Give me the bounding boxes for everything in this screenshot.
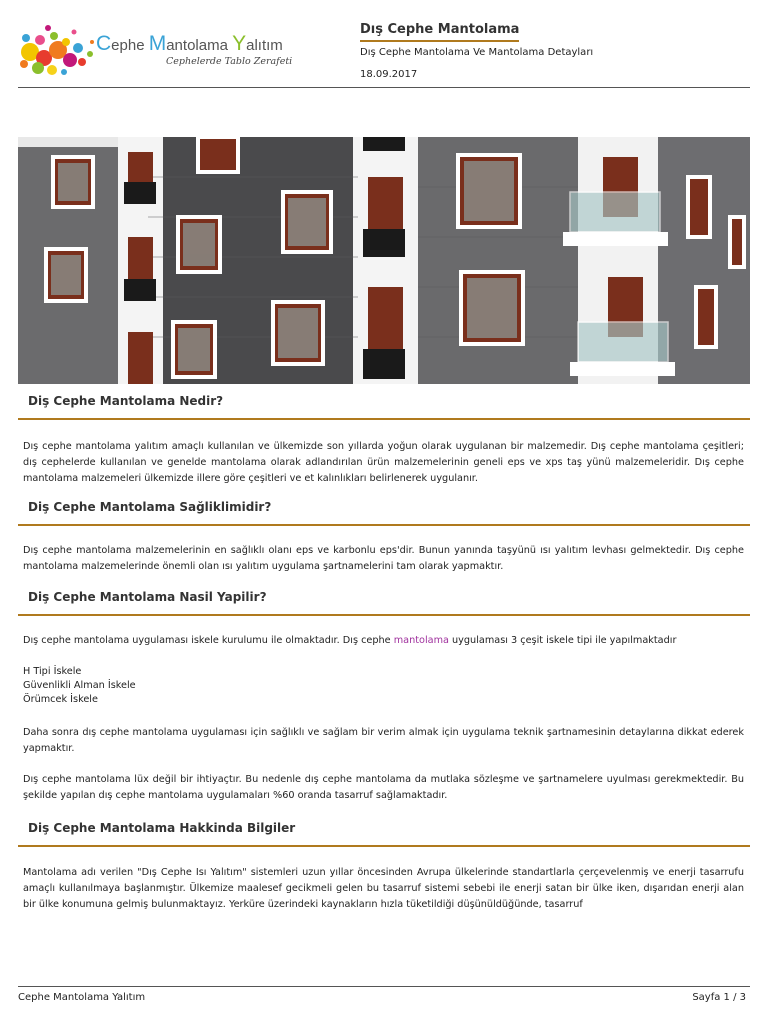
document-date: 18.09.2017 <box>360 69 418 80</box>
logo-tagline: Cephelerde Tablo Zerafeti <box>166 56 293 67</box>
scaffold-type-list <box>18 665 750 707</box>
section-paragraph <box>18 633 750 649</box>
footer-company-name: Cephe Mantolama Yalıtım <box>18 992 146 1003</box>
logo-letter-m: M <box>148 32 167 55</box>
section-paragraph: Dış cephe mantolama lüx değil bir ihtiyaçtır. Bu nedenle dış cephe mantolama da mutlaka sözleşme ve şartnamelere uyulması gerekmektedir. Bu şekilde yapılan dış cephe mantolama uygulamaları %60 oranda tasarruf sağlamaktadır. <box>23 774 744 801</box>
logo-letter-y: Y <box>232 32 247 55</box>
section-heading-sagliklimidir: Diş Cephe Mantolama Sağliklimidir? <box>18 500 750 526</box>
section-paragraph: Dış cephe mantolama malzemelerinin en sağlıklı olanı eps ve karbonlu eps'dir. Bunun yanında taşyünü ısı yalıtım levhası gelmektedir. Dış cephe mantolama malzemelerinde önemli olan ısı yalıtım uygulama şartnamelerini tam olarak yapmaktır. <box>23 545 744 572</box>
document-title: Dış Cephe Mantolama <box>360 22 519 42</box>
building-facade-image <box>18 137 750 384</box>
page-footer <box>18 986 750 1003</box>
logo-text-antolama: antolama <box>166 37 233 54</box>
colorful-dots-logo-icon <box>18 22 98 82</box>
section-paragraph: Dış cephe mantolama yalıtım amaçlı kullanılan ve ülkemizde son yıllarda yoğun olarak uygulanan bir malzemedir. Dış cephe mantolama çeşitleri; dış cephelerde kullanılan ve genelde mantolama olarak adlandırılan ürün malzemelerinin geneli eps ve xps taş yünü malzemeleridir. Dış cephe mantolama malzemeleri ülkemizde illere göre çeşitleri ve et kalınlıkları belirlenerek uygulanır. <box>23 441 744 484</box>
paragraph-text: Dış cephe mantolama uygulaması iskele kurulumu ile olmaktadır. Dış cephe <box>23 635 394 646</box>
logo-wordmark <box>96 32 283 56</box>
logo-letter-c: C <box>96 32 112 55</box>
list-item: Örümcek İskele <box>23 694 98 705</box>
section-heading-nasil-yapilir: Diş Cephe Mantolama Nasil Yapilir? <box>18 590 750 616</box>
section-paragraph: Daha sonra dış cephe mantolama uygulaması için sağlıklı ve sağlam bir verim almak için uygulama teknik şartnamesinin detaylarına dikkat ederek yapmaktır. <box>23 727 744 754</box>
logo-text-alitim: alıtım <box>246 37 283 54</box>
section-heading-nedir: Diş Cephe Mantolama Nedir? <box>18 394 750 420</box>
document-content <box>18 394 750 913</box>
list-item: H Tipi İskele <box>23 666 82 677</box>
section-paragraph: Mantolama adı verilen "Dış Cephe Isı Yalıtım" sistemleri uzun yıllar öncesinden Avrupa ülkelerinde standartlarla çerçevelenmiş ve enerji tasarrufu amaçlı kullanılmaya başlanmıştır. Ülkemize maalesef gecikmeli gelen bu tasarruf sistemi sebebi ile enerji satan bir ülke iken, dışarıdan enerji alan bir ülke konumuna gelmiş bulunmaktayız. Yerküre üzerindeki kaynakların hızla tüketildiği düşünüldüğünde, tasarruf <box>23 867 744 910</box>
logo-text-ephe: ephe <box>111 37 149 54</box>
page-number: Sayfa 1 / 3 <box>692 992 746 1003</box>
section-heading-hakkinda-bilgiler: Diş Cephe Mantolama Hakkinda Bilgiler <box>18 821 750 847</box>
paragraph-text: uygulaması 3 çeşit iskele tipi ile yapılmaktadır <box>448 635 677 646</box>
mantolama-link[interactable]: mantolama <box>393 635 449 646</box>
document-subtitle: Dış Cephe Mantolama Ve Mantolama Detayları <box>360 47 594 58</box>
page-header <box>18 0 750 88</box>
list-item: Güvenlikli Alman İskele <box>23 680 136 691</box>
company-logo <box>18 22 298 82</box>
